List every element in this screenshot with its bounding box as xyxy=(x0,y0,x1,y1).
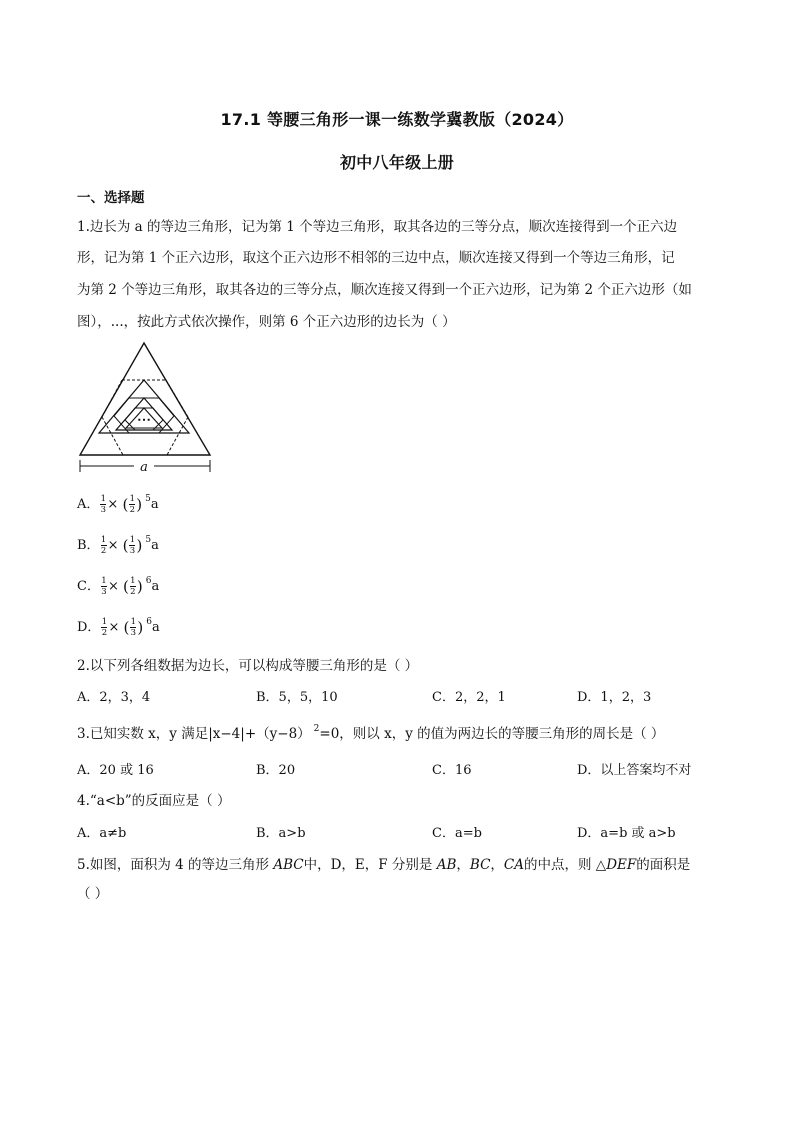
q1-option-b[interactable]: B． $\frac{1}{2}$ × ( $\frac{1}{3}$ ) $^5$a xyxy=(77,535,159,556)
q1-line-2: 形，记为第 1 个正六边形，取这个正六边形不相邻的三边中点，顺次连接又得到一个等边三角形，记 xyxy=(77,250,675,266)
q1-option-a[interactable]: A． $\frac{1}{3}$ × ( $\frac{1}{2}$ ) $^5$a xyxy=(77,494,159,515)
option-letter: C． xyxy=(77,579,100,594)
document-title: 17.1 等腰三角形一课一练数学冀教版（2024） xyxy=(220,110,574,129)
variable: a xyxy=(150,497,159,512)
q4-option-a[interactable]: A．a≠b xyxy=(77,826,127,841)
q5-text-2: 中，D，E，F 分别是 xyxy=(303,857,437,873)
q4-option-d[interactable]: D．a=b 或 a>b xyxy=(577,826,676,841)
ellipsis-dots: ⋯ xyxy=(137,412,151,428)
variable: a xyxy=(151,579,160,594)
section-heading: 一、选择题 xyxy=(77,190,145,206)
q2-option-d[interactable]: D．1，2，3 xyxy=(577,690,652,705)
option-letter: A． xyxy=(77,497,100,512)
q1-figure xyxy=(76,340,216,475)
q2-option-c[interactable]: C．2，2，1 xyxy=(432,690,506,705)
times-sign: × xyxy=(107,579,119,594)
q5-text-1: 5.如图，面积为 4 的等边三角形 xyxy=(77,857,274,873)
fraction: $\frac{1}{2}$ xyxy=(100,535,107,556)
q5-sep-2: ， xyxy=(490,857,504,873)
exponent: 5 xyxy=(145,535,152,545)
q3-option-a[interactable]: A．20 或 16 xyxy=(77,763,154,778)
q4-option-c[interactable]: C．a=b xyxy=(432,826,482,841)
document-subtitle: 初中八年级上册 xyxy=(339,153,455,172)
q3-option-b[interactable]: B．20 xyxy=(256,763,296,778)
times-sign: × xyxy=(107,497,119,512)
exponent: 6 xyxy=(146,617,152,627)
times-sign: × xyxy=(107,538,119,553)
triangle-abc: ABC xyxy=(273,857,304,873)
fraction: $\frac{1}{2}$ xyxy=(130,576,136,597)
q2-stem: 2.以下列各组数据为边长，可以构成等腰三角形的是（ ） xyxy=(77,658,419,674)
q1-line-4: 图），...，按此方式依次操作，则第 6 个正六边形的边长为（ ） xyxy=(77,314,456,330)
variable: a xyxy=(151,538,159,553)
q3-stem-part-2: =0，则以 x，y 的值为两边长的等腰三角形的周长是（ ） xyxy=(319,726,665,742)
fraction: $\frac{1}{3}$ xyxy=(101,576,107,597)
q5-text-4: 的面积是 xyxy=(636,857,691,873)
triangle-def: DEF xyxy=(606,857,637,873)
fraction: $\frac{1}{2}$ xyxy=(101,617,108,638)
q4-stem: 4.“a<b”的反面应是（ ） xyxy=(77,793,231,809)
q1-line-3: 为第 2 个等边三角形，取其各边的三等分点，顺次连接又得到一个正六边形，记为第 2 个正六边形（如 xyxy=(77,282,692,298)
segment-ca: CA xyxy=(503,857,525,873)
fraction: $\frac{1}{3}$ xyxy=(129,535,136,556)
option-letter: D． xyxy=(77,620,101,635)
q2-option-a[interactable]: A．2，3，4 xyxy=(77,690,151,705)
fraction: $\frac{1}{3}$ xyxy=(130,617,137,638)
fraction: $\frac{1}{2}$ xyxy=(129,494,135,515)
exponent: 5 xyxy=(145,494,151,504)
side-label-a: a xyxy=(140,460,148,475)
segment-bc: BC xyxy=(469,857,491,873)
q3-option-c[interactable]: C．16 xyxy=(432,763,472,778)
option-letter: B． xyxy=(77,538,100,553)
exponent: 6 xyxy=(145,576,152,586)
q3-stem xyxy=(77,722,664,742)
times-sign: × xyxy=(108,620,120,635)
q5-stem xyxy=(77,853,690,873)
q1-option-d[interactable]: D． $\frac{1}{2}$ × ( $\frac{1}{3}$ ) $^6$a xyxy=(77,617,160,638)
q3-option-d[interactable]: D．以上答案均不对 xyxy=(577,763,692,778)
q5-text-3: 的中点，则 △ xyxy=(524,857,607,873)
q5-sep-1: ， xyxy=(456,857,470,873)
fraction: $\frac{1}{3}$ xyxy=(100,494,107,515)
q1-option-c[interactable]: C． $\frac{1}{3}$ × ( $\frac{1}{2}$ ) $^6$a xyxy=(77,576,160,597)
q1-line-1: 1.边长为 a 的等边三角形，记为第 1 个等边三角形，取其各边的三等分点，顺次连接得到一个正六边 xyxy=(77,219,678,235)
q3-exponent: 2 xyxy=(313,724,320,734)
q2-option-b[interactable]: B．5，5，10 xyxy=(256,690,338,705)
q5-answer-blank: （ ） xyxy=(77,886,109,902)
q4-option-b[interactable]: B．a>b xyxy=(256,826,306,841)
segment-ab: AB xyxy=(436,857,457,873)
variable: a xyxy=(151,620,160,635)
q3-stem-part-1: 3.已知实数 x，y 满足|x−4|+（y−8） xyxy=(77,726,311,742)
